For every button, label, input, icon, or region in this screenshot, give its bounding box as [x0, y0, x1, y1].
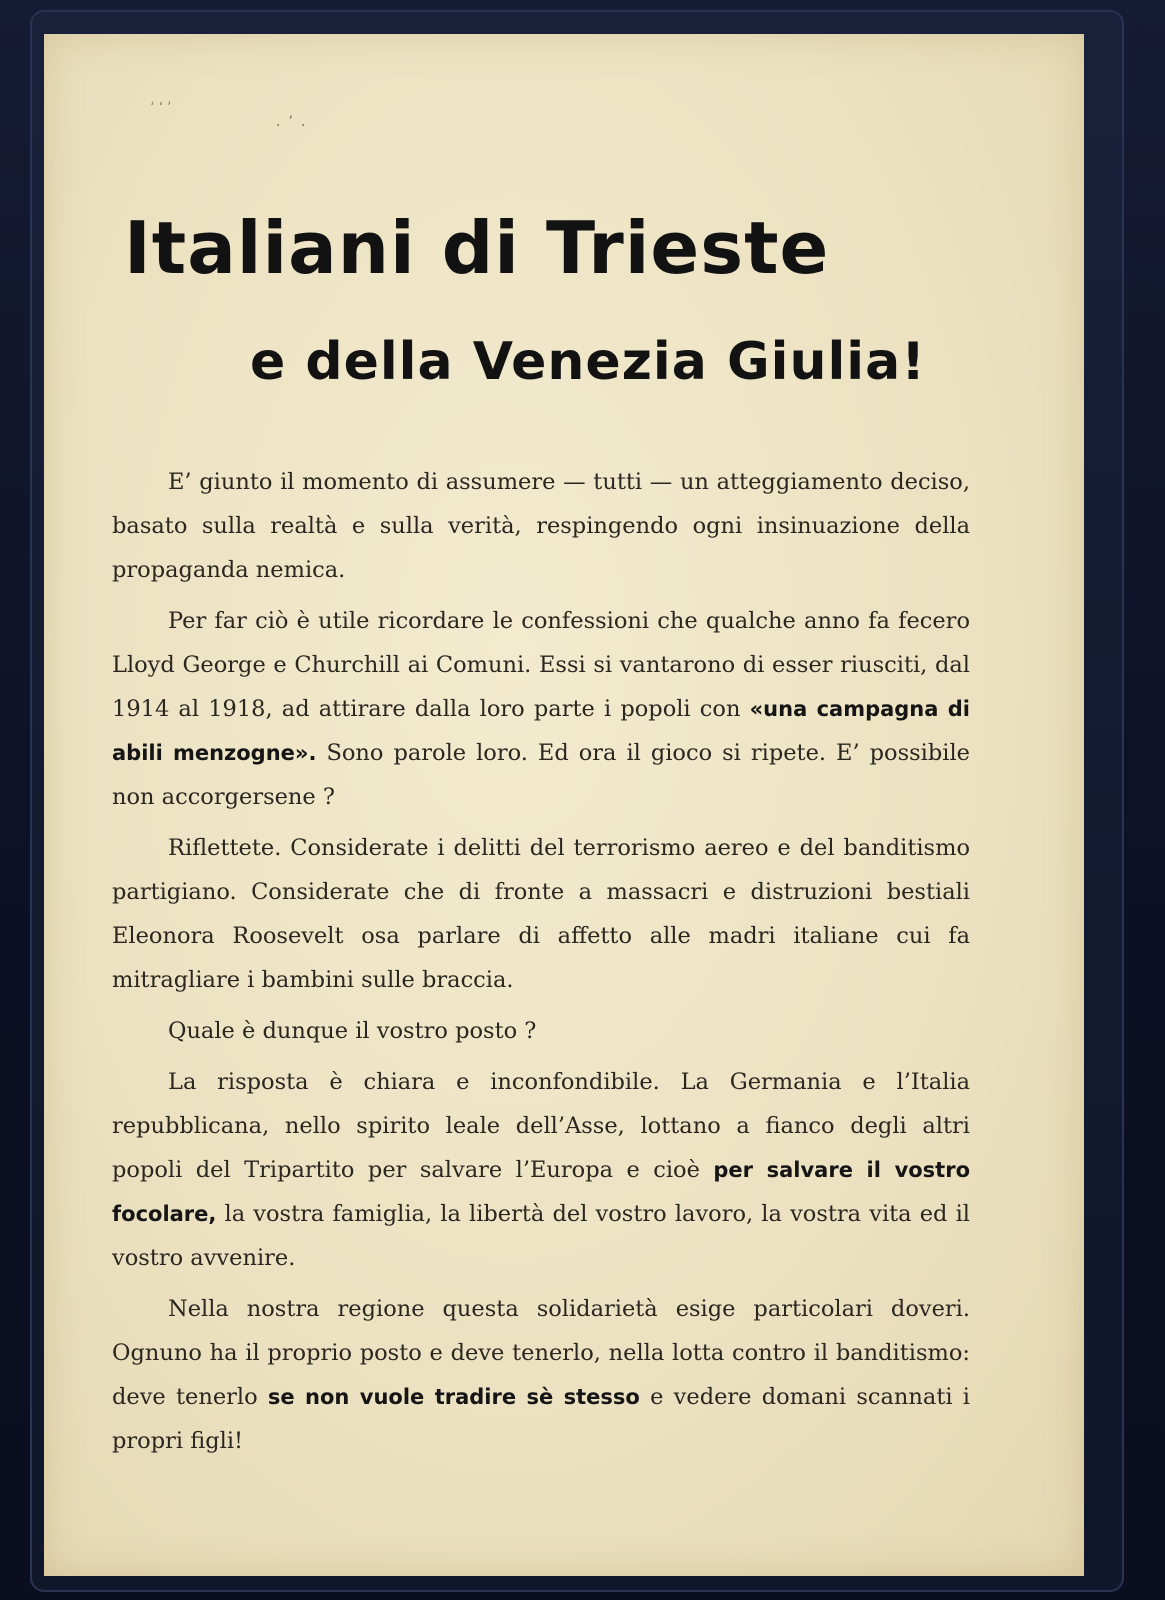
- paragraph-5: [112, 1060, 970, 1280]
- paragraph-1: [112, 460, 970, 592]
- paragraph-text: Per far ciò è utile ricordare le confessioni che qualche anno fa fecero Lloyd George e Churchill ai Comuni. Essi si vantarono di esser riusciti, dal 1914 al 1918, ad attirare dalla loro parte i popoli con: [112, 608, 970, 722]
- paragraph-text: la vostra famiglia, la libertà del vostro lavoro, la vostra vita ed il vostro avvenire.: [112, 1201, 970, 1271]
- leaflet-title: Italiani di Trieste: [124, 206, 830, 290]
- paragraph-text: Quale è dunque il vostro posto ?: [168, 1018, 537, 1044]
- paragraph-text: Nella nostra regione questa solidarietà esige particolari doveri. Ognuno ha il proprio posto e deve tenerlo, nella lotta contro il banditismo: deve tenerlo: [112, 1296, 970, 1410]
- bold-phrase: per salvare il vostro focolare,: [112, 1158, 971, 1226]
- paragraph-text: Riflettete. Considerate i delitti del terrorismo aereo e del banditismo partigiano. Considerate che di fronte a massacri e distruzioni bestiali Eleonora Roosevelt osa parlare di affetto alle madri italiane cui fa mitragliare i bambini sulle braccia.: [112, 835, 970, 993]
- paper-marks-2: .’.: [276, 114, 314, 130]
- leaflet-subtitle: e della Venezia Giulia!: [250, 332, 926, 392]
- paragraph-2: [112, 599, 970, 819]
- leaflet-body: [112, 460, 970, 1470]
- bold-phrase: se non vuole tradire sè stesso: [267, 1385, 640, 1409]
- paragraph-text: e vedere domani scannati i propri figli!: [112, 1384, 970, 1454]
- paragraph-3: [112, 826, 970, 1002]
- paragraph-4: [112, 1009, 970, 1053]
- bold-phrase: «una campagna di abili menzogne».: [112, 697, 970, 765]
- paragraph-text: La risposta è chiara e inconfondibile. La Germania e l’Italia repubblicana, nello spirito leale dell’Asse, lottano a fianco degli altri popoli del Tripartito per salvare l’Europa e cioè: [112, 1069, 970, 1183]
- paper-marks: ‘‘’: [150, 100, 176, 116]
- paragraph-text: Sono parole loro. Ed ora il gioco si ripete. E’ possibile non accorgersene ?: [112, 740, 970, 810]
- paragraph-6: [112, 1287, 970, 1463]
- paragraph-text: E’ giunto il momento di assumere — tutti — un atteggiamento deciso, basato sulla realtà e sulla verità, respingendo ogni insinuazione della propaganda nemica.: [112, 469, 970, 583]
